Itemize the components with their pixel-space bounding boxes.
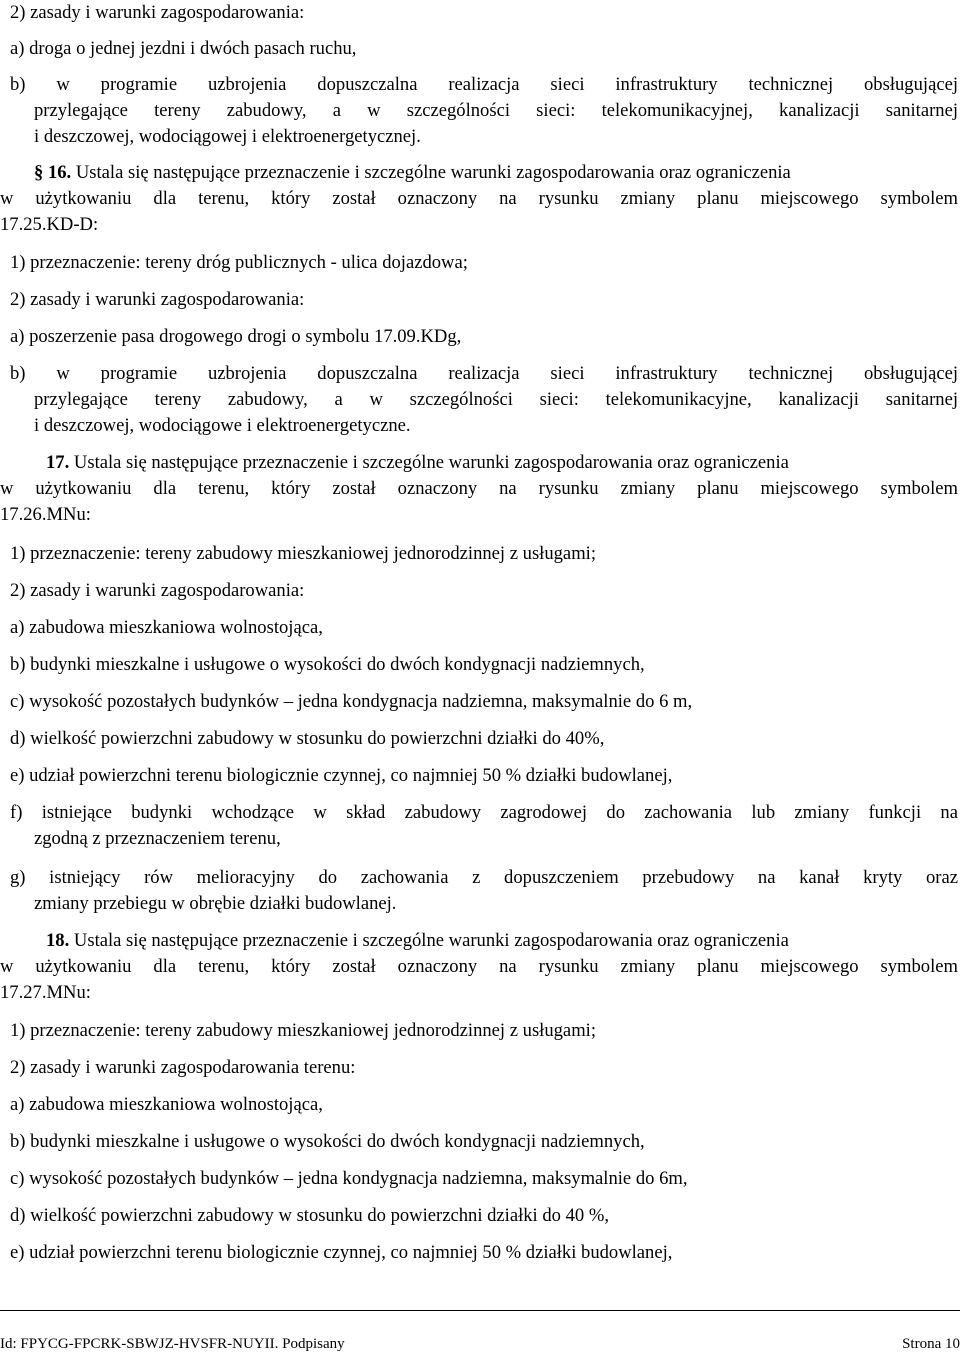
item-b-line-1: b) w programie uzbrojenia dopuszczalna realizacja sieci infrastruktury technicznej obsługującej xyxy=(10,74,958,95)
paragraph-18-number: 18. xyxy=(46,930,70,951)
paragraph-18-first-line xyxy=(46,928,958,954)
paragraph-18-item-a: a) zabudowa mieszkaniowa wolnostojąca, xyxy=(10,1094,323,1115)
paragraph-17-line-1: Ustala się następujące przeznaczenie i szczególne warunki zagospodarowania oraz ograniczenia xyxy=(73,452,789,473)
paragraph-17-item-2: 2) zasady i warunki zagospodarowania: xyxy=(10,580,305,601)
page-footer xyxy=(0,1310,960,1354)
paragraph-17-symbol: 17.26.MNu: xyxy=(0,504,91,525)
paragraph-16-item-a: a) poszerzenie pasa drogowego drogi o symbolu 17.09.KDg, xyxy=(10,326,462,347)
paragraph-17-item-1: 1) przeznaczenie: tereny zabudowy mieszkaniowej jednorodzinnej z usługami; xyxy=(10,543,596,564)
paragraph-17-item-f-line-2: zgodną z przeznaczeniem terenu, xyxy=(34,828,281,849)
paragraph-18-line-2: w użytkowaniu dla terenu, który został oznaczony na rysunku zmiany planu miejscowego symbolem xyxy=(0,956,958,977)
item-b-line-3: i deszczowej, wodociągowej i elektroenergetycznej. xyxy=(34,126,421,147)
paragraph-16-line-2: w użytkowaniu dla terenu, który został oznaczony na rysunku zmiany planu miejscowego symbolem xyxy=(0,188,958,209)
paragraph-16-item-2: 2) zasady i warunki zagospodarowania: xyxy=(10,289,305,310)
paragraph-18-item-d: d) wielkość powierzchni zabudowy w stosunku do powierzchni działki do 40 %, xyxy=(10,1205,609,1226)
paragraph-18-item-1: 1) przeznaczenie: tereny zabudowy mieszkaniowej jednorodzinnej z usługami; xyxy=(10,1020,596,1041)
paragraph-16-item-b-line-3: i deszczowej, wodociągowe i elektroenergetyczne. xyxy=(34,415,411,436)
item-2-heading: 2) zasady i warunki zagospodarowania: xyxy=(10,2,305,23)
paragraph-17-item-a: a) zabudowa mieszkaniowa wolnostojąca, xyxy=(10,617,323,638)
paragraph-17-first-line xyxy=(46,450,958,476)
paragraph-16-number: § 16. xyxy=(34,162,72,183)
paragraph-17-item-g-line-2: zmiany przebiegu w obrębie działki budowlanej. xyxy=(34,893,397,914)
paragraph-17-item-f-line-1: f) istniejące budynki wchodzące w skład zabudowy zagrodowej do zachowania lub zmiany funkcji na xyxy=(10,802,958,823)
paragraph-17-number: 17. xyxy=(46,452,70,473)
paragraph-18-line-1: Ustala się następujące przeznaczenie i szczególne warunki zagospodarowania oraz ograniczenia xyxy=(73,930,789,951)
document-id: Id: FPYCG-FPCRK-SBWJZ-HVSFR-NUYII. Podpisany xyxy=(0,1336,345,1352)
paragraph-18-item-b: b) budynki mieszkalne i usługowe o wysokości do dwóch kondygnacji nadziemnych, xyxy=(10,1131,645,1152)
item-b-line-2: przylegające tereny zabudowy, a w szczególności sieci: telekomunikacyjnej, kanalizacji sanitarnej xyxy=(34,100,958,121)
paragraph-16-first-line xyxy=(34,160,958,186)
paragraph-16-symbol: 17.25.KD-D: xyxy=(0,214,99,235)
paragraph-16-line-1: Ustala się następujące przeznaczenie i szczególne warunki zagospodarowania oraz ograniczenia xyxy=(75,162,791,183)
page-number: Strona 10 xyxy=(902,1336,960,1352)
paragraph-17-item-g-line-1: g) istniejący rów melioracyjny do zachowania z dopuszczeniem przebudowy na kanał kryty oraz xyxy=(10,867,958,888)
paragraph-18-symbol: 17.27.MNu: xyxy=(0,982,91,1003)
paragraph-17-line-2: w użytkowaniu dla terenu, który został oznaczony na rysunku zmiany planu miejscowego symbolem xyxy=(0,478,958,499)
paragraph-17-item-d: d) wielkość powierzchni zabudowy w stosunku do powierzchni działki do 40%, xyxy=(10,728,605,749)
paragraph-18-item-2: 2) zasady i warunki zagospodarowania terenu: xyxy=(10,1057,356,1078)
paragraph-17-item-b: b) budynki mieszkalne i usługowe o wysokości do dwóch kondygnacji nadziemnych, xyxy=(10,654,645,675)
paragraph-16-item-b-line-2: przylegające tereny zabudowy, a w szczególności sieci: telekomunikacyjne, kanalizacji sanitarnej xyxy=(34,389,958,410)
paragraph-17-item-e: e) udział powierzchni terenu biologicznie czynnej, co najmniej 50 % działki budowlanej, xyxy=(10,765,673,786)
paragraph-18-item-e: e) udział powierzchni terenu biologicznie czynnej, co najmniej 50 % działki budowlanej, xyxy=(10,1242,673,1263)
paragraph-18-item-c: c) wysokość pozostałych budynków – jedna kondygnacja nadziemna, maksymalnie do 6m, xyxy=(10,1168,688,1189)
item-a: a) droga o jednej jezdni i dwóch pasach ruchu, xyxy=(10,38,357,59)
paragraph-17-item-c: c) wysokość pozostałych budynków – jedna kondygnacja nadziemna, maksymalnie do 6 m, xyxy=(10,691,693,712)
paragraph-16-item-1: 1) przeznaczenie: tereny dróg publicznych - ulica dojazdowa; xyxy=(10,252,468,273)
paragraph-16-item-b-line-1: b) w programie uzbrojenia dopuszczalna realizacja sieci infrastruktury technicznej obsługującej xyxy=(10,363,958,384)
